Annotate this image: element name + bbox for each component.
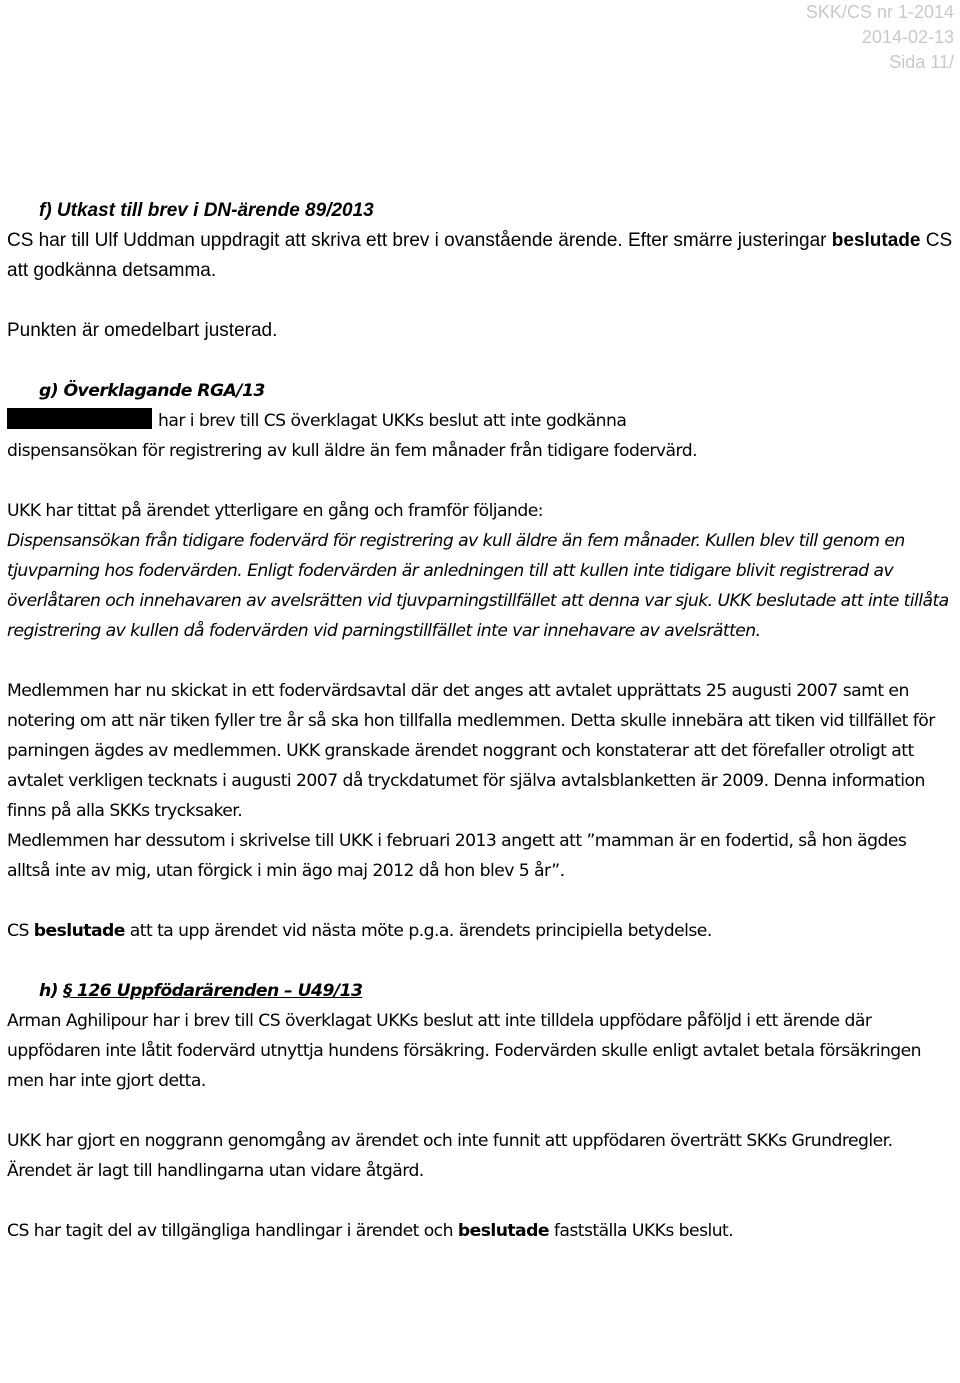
text-run: CS har tagit del av tillgängliga handlingar i ärendet och — [7, 1221, 458, 1241]
section-g-ukk-intro: UKK har tittat på ärendet ytterligare en gång och framför följande: — [7, 501, 543, 521]
document-id: SKK/CS nr 1-2014 — [805, 2, 954, 22]
bold-decision: beslutade — [33, 921, 125, 941]
text-run: CS har till Ulf Uddman uppdragit att skriva ett brev i ovanstående ärende. Efter smärre justeringar — [7, 230, 832, 251]
underlined-title: § 126 Uppfödarärenden – U49/13 — [63, 981, 363, 1001]
section-g-ukk-quote — [7, 526, 953, 646]
section-f-justified-note: Punkten är omedelbart justerad. — [7, 320, 278, 341]
text-run: har i brev till CS överklagat UKKs beslut att inte godkänna — [158, 411, 627, 431]
section-g-paragraph-1 — [7, 406, 953, 466]
text-run: CS — [7, 921, 34, 941]
section-h-paragraph-1: Arman Aghilipour har i brev till CS överklagat UKKs beslut att inte tilldela uppfödare påföljd i ett ärende där uppfödaren inte låtit fodervärd utnyttja hundens försäkring. Fodervärden skulle enligt avtalet betala försäkringen men har inte gjort detta. — [7, 1011, 922, 1091]
text-run: fastställa UKKs beslut. — [548, 1221, 734, 1241]
document-body — [7, 196, 953, 1246]
section-f-heading: f) Utkast till brev i DN-ärende 89/2013 — [39, 200, 374, 221]
section-g-paragraph-3b: Medlemmen har dessutom i skrivelse till UKK i februari 2013 angett att ”mamman är en fodertid, så hon ägdes alltså inte av mig, utan förgick i min ägo maj 2012 då hon blev 5 år”. — [7, 831, 907, 881]
italic-quote: Dispensansökan från tidigare fodervärd för registrering av kull äldre än fem månader. Kullen blev till genom en tjuvparning hos fodervärden. Enligt fodervärden är anledningen till att kullen inte tidigare blivit registrerad av överlåtaren och innehavaren av avelsrätten vid tjuvparningstillfället att denna var sjuk. UKK beslutade att inte tillåta registrering av kullen då fodervärden vid parningstillfället inte var innehavare av avelsrätten. — [7, 531, 949, 641]
section-g-heading: g) Överklagande RGA/13 — [39, 381, 265, 401]
text-run: dispensansökan för registrering av kull äldre än fem månader från tidigare fodervärd. — [7, 441, 697, 461]
section-g-paragraph-3a: Medlemmen har nu skickat in ett fodervärdsavtal där det anges att avtalet upprättats 25 augusti 2007 samt en notering om att när tiken fyller tre år så ska hon tillfalla medlemmen. Detta skulle innebära att tiken vid tillfället för parningen ägdes av medlemmen. UKK granskade ärendet noggrant och konstaterar att det förefaller otroligt att avtalet verkligen tecknats i augusti 2007 då tryckdatumet för själva avtalsblanketten är 2009. Denna information finns på alla SKKs trycksaker. — [7, 681, 935, 821]
text-run: h) — [39, 981, 64, 1001]
text-run: att ta upp ärendet vid nästa möte p.g.a. ärendets principiella betydelse. — [124, 921, 712, 941]
document-date: 2014-02-13 — [861, 27, 954, 47]
text-run: CS att godkänna detsamma. — [7, 230, 953, 281]
section-h-heading — [7, 976, 953, 1006]
section-h-paragraph-2: UKK har gjort en noggrann genomgång av ärendet och inte funnit att uppfödaren överträtt SKKs Grundregler. Ärendet är lagt till handlingarna utan vidare åtgärd. — [7, 1131, 893, 1181]
bold-decision: beslutade — [457, 1221, 549, 1241]
bold-decision: beslutade — [831, 230, 921, 251]
section-g-decision — [7, 916, 953, 946]
page-number: Sida 11/ — [889, 52, 954, 72]
redacted-name — [7, 408, 152, 429]
section-h-decision — [7, 1216, 953, 1246]
section-f-paragraph — [7, 226, 953, 286]
page-header — [694, 0, 954, 75]
